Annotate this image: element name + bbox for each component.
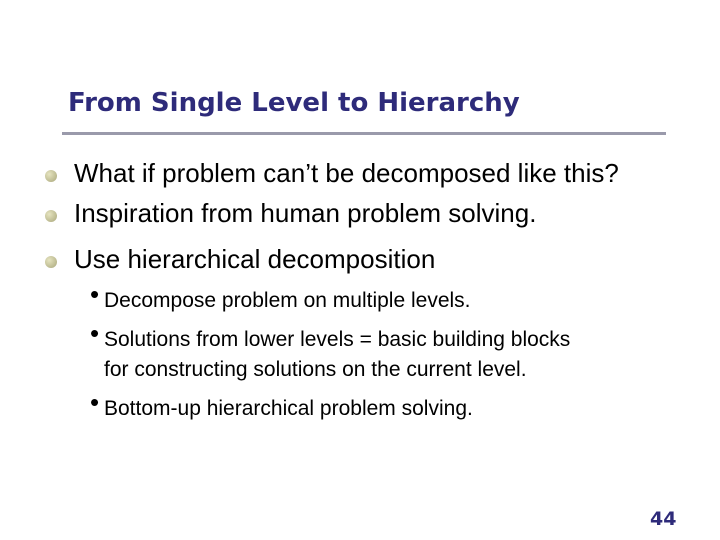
bullet-dot-icon <box>45 170 57 182</box>
title-underline <box>62 132 666 135</box>
bullet-text: Use hierarchical decomposition <box>74 244 436 274</box>
bullet-dot-icon <box>45 210 57 222</box>
sub-bullet-dot-icon: • <box>90 387 100 417</box>
bullet-text: Inspiration from human problem solving. <box>74 198 537 228</box>
sub-bullet-dot-icon: • <box>90 279 100 309</box>
sub-bullet-text: Solutions from lower levels = basic building blocks <box>104 328 571 351</box>
sub-bullet-text: Decompose problem on multiple levels. <box>104 289 471 312</box>
page-number: 44 <box>650 508 677 530</box>
bullet-text: What if problem can’t be decomposed like this? <box>74 158 619 188</box>
sub-bullet-dot-icon: • <box>90 318 100 348</box>
slide-title: From Single Level to Hierarchy <box>68 88 520 118</box>
bullet-dot-icon <box>45 256 57 268</box>
sub-bullet-text: for constructing solutions on the current level. <box>104 358 527 381</box>
sub-bullet-text: Bottom-up hierarchical problem solving. <box>104 397 473 420</box>
